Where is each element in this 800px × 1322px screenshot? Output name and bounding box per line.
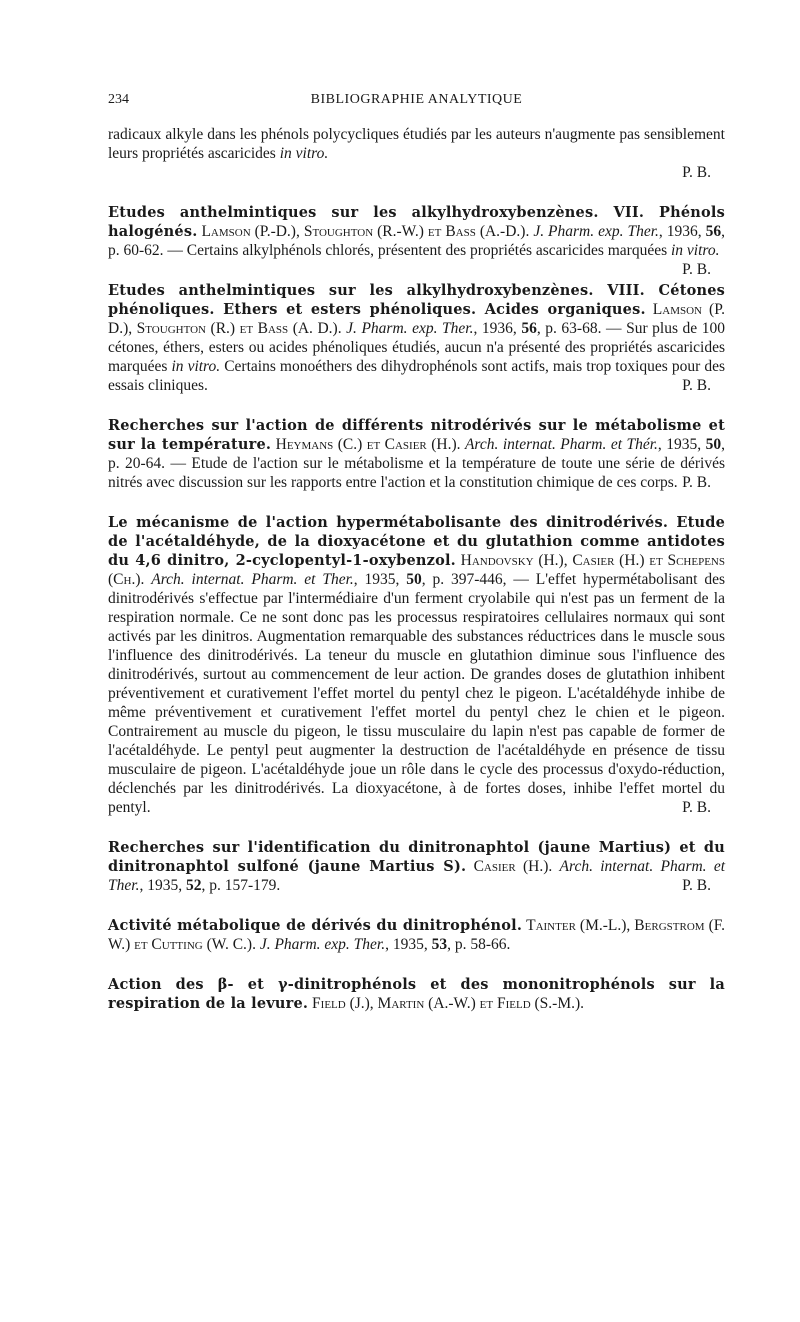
entry-volume: 50 — [705, 436, 722, 453]
entry-text: , p. 58-66. — [447, 936, 511, 953]
bibliography-entry — [108, 916, 725, 954]
entry-text: , p. 397-446, — L'effet hypermétabolisant des dinitrodérivés s'effectue par l'intermédiaire d'un ferment cryolabile qui n'est pas un ferment de la respiration normale. Ce ne sont donc pas les processus respiratoires cellulaires normaux qui sont activés par les dinitros. Augmentation remarquable des substances réductrices dans le muscle sous l'influence des dinitrodérivés. La teneur du muscle en glutathion diminue sous l'influence des dinitrodérivés, surtout au commencement de leur action. De grandes doses de glutathion inhibent préventivement et curativement l'effet mortel du pentyl chez le pigeon. L'acétaldéhyde inhibe de même préventivement et curativement l'effet mortel du pentyl chez le chien et le pigeon. Contrairement au muscle du pigeon, le tissu musculaire du lapin n'est pas capable de former de l'acétaldéhyde. Le pentyl peut augmenter la destruction de l'acétaldéhyde en présence de tissu musculaire de pigeon. L'acétaldéhyde joue un rôle dans le cycle des processus d'oxydo-réduction, déclenchés par les dinitrodérivés. La dioxyacétone, à de fortes doses, inhibe l'effet mortel du pentyl. — [108, 571, 726, 816]
entry-authors: Lamson (P.-D.), Stoughton (R.-W.) et Bass (A.-D.). — [201, 223, 530, 240]
entry-title: Le mécanisme de l'action hypermétabolisante des dinitrodérivés. Etude de l'acétaldéhyde, de la dioxyacétone et du glutathion comme antidotes du 4,6 dinitro, 2-cyclopentyl-1-oxybenzol. — [108, 514, 725, 569]
entry-volume: 50 — [406, 571, 422, 588]
entry-journal: Arch. internat. Pharm. et Ther. — [151, 571, 354, 588]
entry-text: Certains monoéthers des dihydrophénols sont actifs, mais trop toxiques pour des essais cliniques. — [108, 358, 726, 394]
entry-title: Recherches sur l'identification du dinitronaphtol (jaune Martius) et du dinitronaphtol sulfoné (jaune Martius S). — [108, 839, 725, 875]
entry-signature: P. B. — [682, 261, 711, 278]
entry-volume: 53 — [431, 936, 448, 953]
entry-journal: J. Pharm. exp. Ther. — [533, 223, 659, 240]
page-header — [108, 92, 725, 112]
page-body — [108, 125, 725, 1013]
entry-volume: 56 — [521, 320, 537, 337]
page-number: 234 — [108, 92, 129, 107]
entry-title: Recherches sur l'action de différents nitrodérivés sur le métabolisme et sur la température. — [108, 417, 725, 453]
entry-authors: Tainter (M.-L.), Bergstrom (F. W.) et Cutting (W. C.). — [108, 917, 725, 953]
bibliography-entry — [108, 513, 725, 817]
entry-volume: 52 — [185, 877, 202, 894]
bibliography-entry — [108, 838, 725, 895]
entry-year: , 1935, — [353, 571, 407, 588]
entry-authors: Field (J.), Martin (A.-W.) et Field (S.-M.). — [312, 995, 585, 1012]
entry-year: , 1935, — [139, 877, 186, 894]
entry-text: , p. 20-64. — Etude de l'action sur le métabolisme et la température de toute une série de dérivés nitrés avec discussion sur les rapports entre l'action et la constitution chimique de ces corps. — [108, 436, 725, 491]
bibliography-entry — [108, 281, 725, 395]
entry-text: , p. 60-62. — Certains alkylphénols chlorés, présentent des propriétés ascaricides marquées — [108, 223, 726, 259]
entry-signature: P. B. — [682, 164, 711, 181]
entry-title: Action des β- et γ-dinitrophénols et des mononitrophénols sur la respiration de la levure. — [108, 976, 725, 1012]
bibliography-entry — [108, 203, 726, 278]
entry-year: , 1936, — [658, 223, 706, 240]
entry-year: , 1935, — [657, 436, 706, 453]
entry-title: Activité métabolique de dérivés du dinitrophénol. — [108, 917, 523, 934]
bibliography-entry — [108, 416, 725, 492]
running-title: BIBLIOGRAPHIE ANALYTIQUE — [310, 92, 523, 107]
entry-italic: in vitro. — [279, 145, 329, 162]
entry-signature: P. B. — [682, 377, 711, 394]
entry-year: , 1935, — [385, 936, 432, 953]
bibliography-entry — [108, 975, 725, 1013]
entry-year: , 1936, — [473, 320, 522, 337]
entry-authors: Lamson (P. D.), Stoughton (R.) et Bass (A. D.). — [108, 301, 725, 337]
entry-volume: 56 — [705, 223, 722, 240]
entry-title: Etudes anthelmintiques sur les alkylhydroxybenzènes. VII. Phénols halogénés. — [108, 204, 725, 240]
entry-continuation — [108, 125, 725, 182]
entry-journal: Arch. internat. Pharm. et Thér. — [464, 436, 658, 453]
entry-italic: in vitro. — [171, 358, 221, 375]
entry-signature: P. B. — [682, 877, 711, 894]
entry-authors: Heymans (C.) et Casier (H.). — [275, 436, 461, 453]
entry-journal: J. Pharm. exp. Ther. — [346, 320, 474, 337]
entry-signature: P. B. — [682, 474, 711, 491]
entry-signature: P. B. — [682, 799, 711, 816]
entry-text: , p. 63-68. — Sur plus de 100 cétones, éthers, esters ou acides phénoliques étudiés, aucun n'a présenté des propriétés ascaricides marquées — [108, 320, 725, 375]
entry-journal: Arch. internat. Pharm. et Ther. — [108, 858, 726, 894]
entry-title: Etudes anthelmintiques sur les alkylhydroxybenzènes. VIII. Cétones phénoliques. Ethers et esters phénoliques. Acides organiques. — [108, 282, 725, 318]
entry-authors: Casier (H.). — [473, 858, 553, 875]
entry-italic: in vitro. — [671, 242, 720, 259]
entry-authors: Handovsky (H.), Casier (H.) et Schepens (Ch.). — [108, 552, 725, 588]
entry-text: , p. 157-179. — [201, 877, 281, 894]
entry-journal: J. Pharm. exp. Ther. — [259, 936, 386, 953]
entry-text: radicaux alkyle dans les phénols polycycliques étudiés par les auteurs n'augmente pas sensiblement leurs propriétés ascaricides — [108, 126, 725, 162]
